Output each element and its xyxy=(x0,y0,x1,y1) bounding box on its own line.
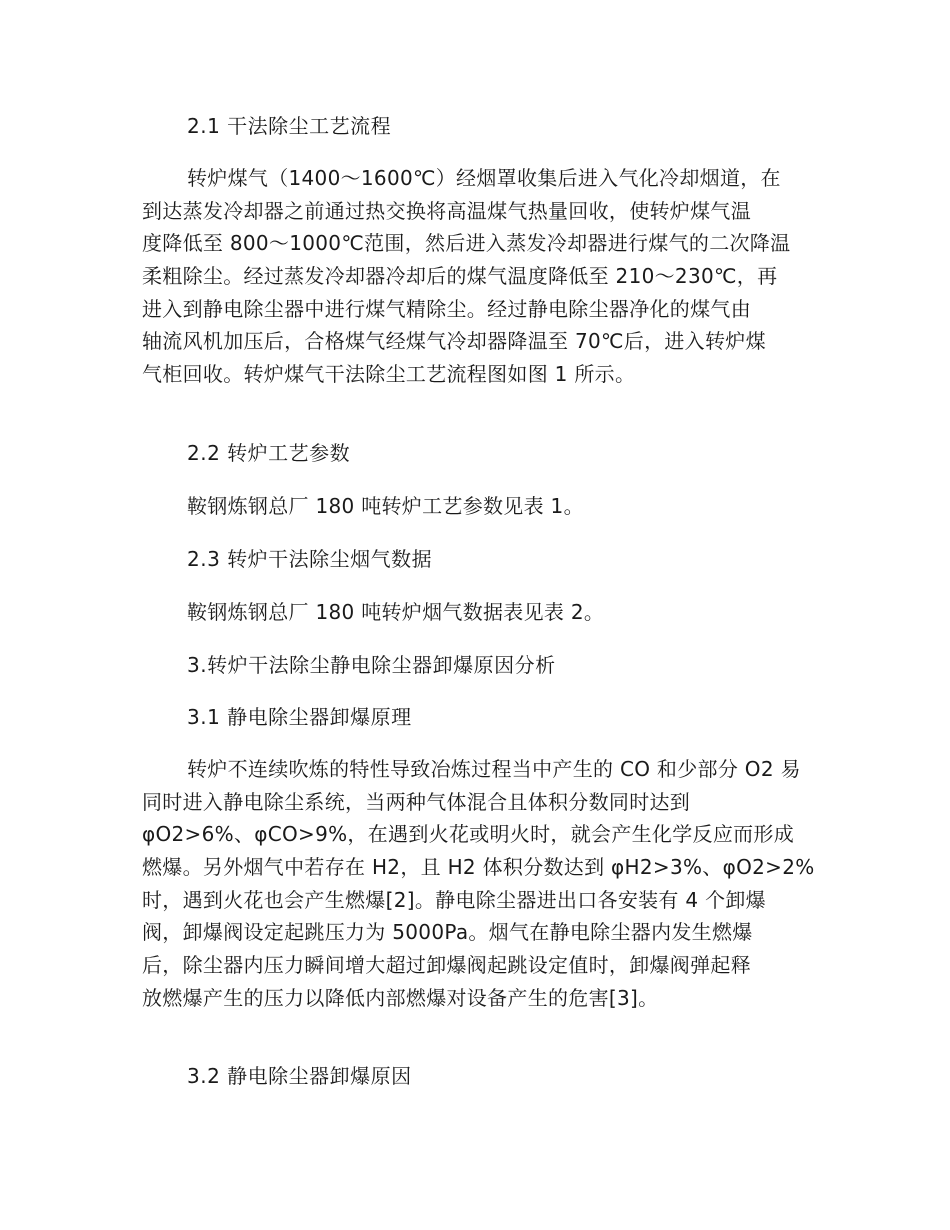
paragraph-line: 同时进入静电除尘系统，当两种气体混合且体积分数同时达到 xyxy=(142,789,691,814)
paragraph-line: 阀，卸爆阀设定起跳压力为 5000Pa。烟气在静电除尘器内发生燃爆 xyxy=(142,920,753,945)
section-heading-2-1: 2.1 干法除尘工艺流程 xyxy=(187,114,392,138)
paragraph-line: 进入到静电除尘器中进行煤气精除尘。经过静电除尘器净化的煤气由 xyxy=(142,296,751,321)
section-heading-3-2: 3.2 静电除尘器卸爆原因 xyxy=(187,1064,412,1088)
paragraph-line: 转炉不连续吹炼的特性导致冶炼过程当中产生的 CO 和少部分 O2 易 xyxy=(187,757,801,781)
paragraph-line: 时，遇到火花也会产生燃爆[2]。静电除尘器进出口各安装有 4 个卸爆 xyxy=(142,887,766,912)
paragraph-line: 到达蒸发冷却器之前通过热交换将高温煤气热量回收，使转炉煤气温 xyxy=(142,198,751,223)
section-heading-2-3: 2.3 转炉干法除尘烟气数据 xyxy=(187,547,433,571)
paragraph-line: 后，除尘器内压力瞬间增大超过卸爆阀起跳设定值时，卸爆阀弹起释 xyxy=(142,953,751,978)
paragraph-process-parameters: 鞍钢炼钢总厂 180 吨转炉工艺参数见表 1。 xyxy=(187,494,584,518)
paragraph-dry-dedusting-process xyxy=(142,162,807,391)
section-heading-3-1: 3.1 静电除尘器卸爆原理 xyxy=(187,705,412,729)
paragraph-line: 柔粗除尘。经过蒸发冷却器冷却后的煤气温度降低至 210～230℃，再 xyxy=(142,264,778,289)
paragraph-flue-gas-data: 鞍钢炼钢总厂 180 吨转炉烟气数据表见表 2。 xyxy=(187,600,605,624)
paragraph-line: φO2>6%、φCO>9%，在遇到火花或明火时，就会产生化学反应而形成 xyxy=(142,822,795,847)
paragraph-line: 燃爆。另外烟气中若存在 H2，且 H2 体积分数达到 φH2>3%、φO2>2% xyxy=(142,855,815,880)
paragraph-line: 气柜回收。转炉煤气干法除尘工艺流程图如图 1 所示。 xyxy=(142,362,636,387)
paragraph-line: 放燃爆产生的压力以降低内部燃爆对设备产生的危害[3]。 xyxy=(142,985,659,1010)
paragraph-explosion-relief-principle xyxy=(142,753,815,1015)
paragraph-line: 度降低至 800～1000℃范围，然后进入蒸发冷却器进行煤气的二次降温 xyxy=(142,231,791,256)
paragraph-line: 转炉煤气（1400～1600℃）经烟罩收集后进入气化冷却烟道，在 xyxy=(187,166,781,190)
section-heading-3: 3.转炉干法除尘静电除尘器卸爆原因分析 xyxy=(187,653,556,677)
paragraph-line: 轴流风机加压后，合格煤气经煤气冷却器降温至 70℃后，进入转炉煤 xyxy=(142,329,766,354)
section-heading-2-2: 2.2 转炉工艺参数 xyxy=(187,441,351,465)
